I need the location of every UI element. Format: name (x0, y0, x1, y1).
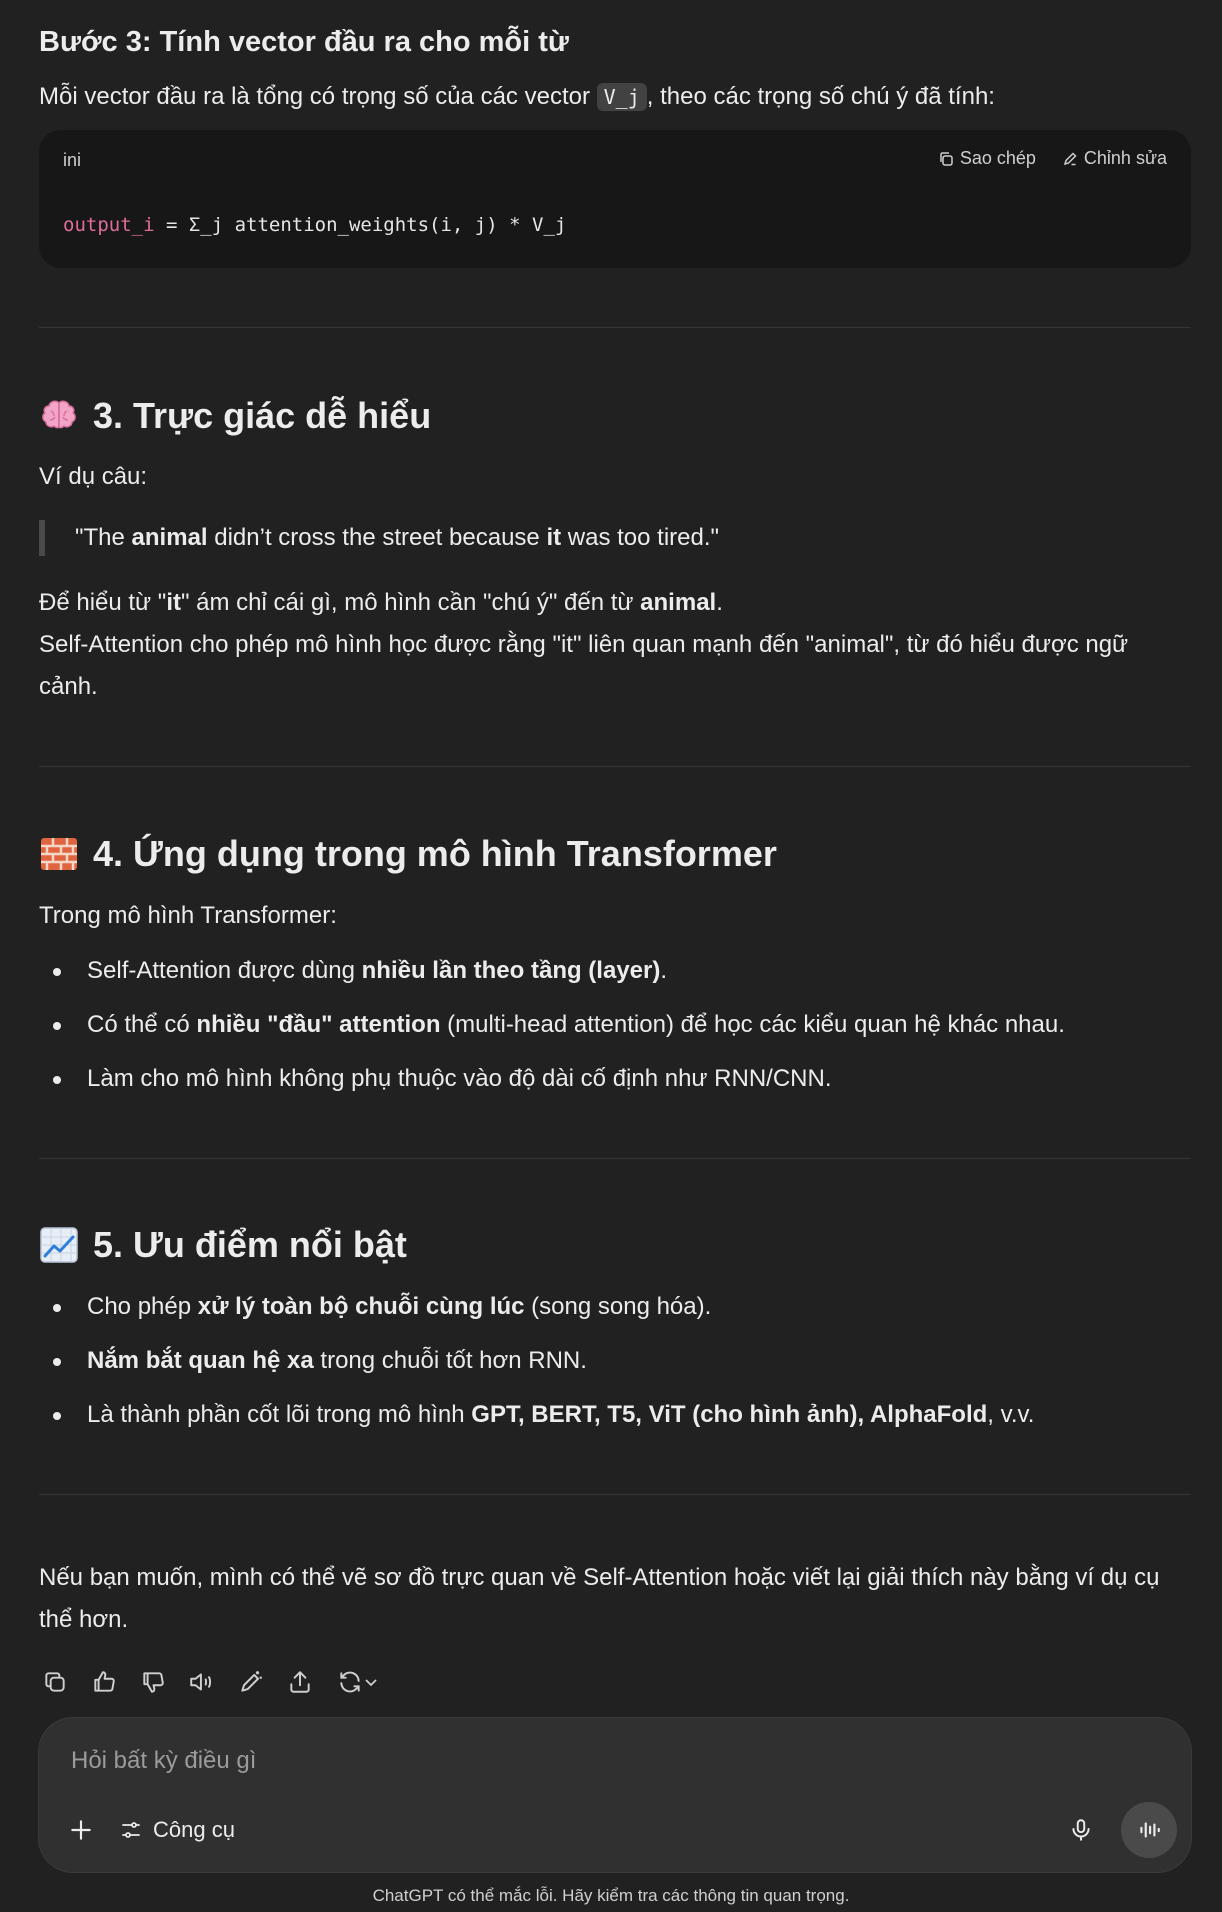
list-item (39, 998, 1191, 1052)
thumbs-down-button[interactable] (137, 1666, 169, 1698)
inline-code-vj: V_j (597, 83, 647, 111)
section3-title-text: 3. Trực giác dễ hiểu (93, 395, 432, 436)
text: Là thành phần cốt lõi trong mô hình (87, 1401, 472, 1428)
text: . (660, 957, 668, 984)
quote-text-2: didn’t cross the street because (207, 524, 547, 551)
quote-text: "The (75, 524, 132, 551)
text: Để hiểu từ " (39, 589, 167, 616)
chevron-down-icon (363, 1674, 379, 1690)
share-icon (287, 1669, 313, 1695)
thumbs-up-icon (91, 1669, 117, 1695)
quote-text-3: was too tired." (561, 524, 720, 551)
edit-in-canvas-button[interactable] (235, 1666, 267, 1698)
edit-code-button[interactable] (1062, 148, 1167, 169)
thumbs-up-button[interactable] (88, 1666, 120, 1698)
list-item (39, 944, 1191, 998)
text: Có thể có (87, 1011, 197, 1038)
composer (39, 1718, 1191, 1872)
text: (multi-head attention) để học các kiểu quan hệ khác nhau. (440, 1011, 1065, 1038)
closing-paragraph: Nếu bạn muốn, mình có thể vẽ sơ đồ trực quan về Self-Attention hoặc viết lại giải thích này bằng ví dụ cụ thể hơn. (39, 1564, 1160, 1633)
section5-list (39, 1280, 1191, 1442)
bold-text: nhiều lần theo tầng (layer) (361, 957, 661, 984)
share-button[interactable] (284, 1666, 316, 1698)
disclaimer-footer: ChatGPT có thể mắc lỗi. Hãy kiểm tra các thông tin quan trọng. (372, 1886, 850, 1905)
copy-message-button[interactable] (39, 1666, 71, 1698)
tools-button[interactable] (119, 1810, 235, 1850)
bold-text: GPT, BERT, T5, ViT (cho hình ảnh), AlphaFold (471, 1401, 988, 1428)
bold-text: Nắm bắt quan hệ xa (87, 1347, 314, 1374)
text: (song song hóa). (524, 1293, 712, 1320)
voice-mode-button[interactable] (1121, 1802, 1177, 1858)
list-item (39, 1388, 1191, 1442)
plus-icon (68, 1817, 94, 1843)
magic-pencil-icon (238, 1669, 264, 1695)
section4-title-text: 4. Ứng dụng trong mô hình Transformer (93, 833, 777, 874)
refresh-icon (337, 1669, 363, 1695)
code-expression: = Σ_j attention_weights(i, j) * V_j (154, 214, 567, 236)
prompt-input[interactable] (69, 1740, 1073, 1782)
bold-text: nhiều "đầu" attention (196, 1011, 441, 1038)
copy-icon (42, 1669, 68, 1695)
text: Self-Attention cho phép mô hình học được rằng "it" liên quan mạnh đến "animal", từ đó hiểu được ngữ cảnh. (39, 631, 1129, 700)
section3-intro: Ví dụ câu: (39, 463, 148, 490)
thumbs-down-icon (140, 1669, 166, 1695)
code-variable: output_i (63, 214, 155, 236)
section4-heading (39, 829, 777, 879)
text: trong chuỗi tốt hơn RNN. (313, 1347, 587, 1374)
brain-icon (39, 396, 79, 436)
brick-icon (39, 834, 79, 874)
regenerate-button[interactable] (333, 1666, 383, 1698)
quote-bold-animal: animal (131, 524, 208, 551)
pencil-icon (1062, 151, 1078, 167)
sliders-icon (119, 1818, 143, 1842)
quote-bold-it: it (546, 524, 562, 551)
bold-it: it (166, 589, 181, 616)
divider (39, 1158, 1191, 1159)
edit-code-label: Chỉnh sửa (1083, 148, 1167, 168)
list-item (39, 1334, 1191, 1388)
add-attachment-button[interactable] (61, 1810, 101, 1850)
waveform-icon (1136, 1817, 1162, 1843)
chart-increasing-icon (39, 1225, 79, 1265)
list-item (39, 1280, 1191, 1334)
copy-icon (938, 151, 954, 167)
step3-desc-text: Mỗi vector đầu ra là tổng có trọng số của các vector (39, 83, 597, 110)
message-actions (39, 1666, 383, 1698)
text: Self-Attention được dùng (87, 957, 362, 984)
dictate-button[interactable] (1061, 1810, 1101, 1850)
copy-code-label: Sao chép (959, 148, 1036, 168)
read-aloud-button[interactable] (186, 1666, 218, 1698)
bold-animal: animal (640, 589, 717, 616)
copy-code-button[interactable] (938, 148, 1036, 169)
speaker-icon (188, 1669, 216, 1695)
section3-paragraph (39, 582, 1191, 708)
code-actions (938, 148, 1167, 169)
text: Làm cho mô hình không phụ thuộc vào độ dài cố định như RNN/CNN. (87, 1065, 832, 1092)
section3-heading (39, 391, 431, 441)
bold-text: xử lý toàn bộ chuỗi cùng lúc (197, 1293, 525, 1320)
step3-description (39, 76, 1191, 118)
microphone-icon (1068, 1817, 1094, 1843)
tools-label: Công cụ (153, 1817, 235, 1842)
divider (39, 766, 1191, 767)
section4-list (39, 944, 1191, 1106)
list-item (39, 1052, 1191, 1106)
text: Cho phép (87, 1293, 198, 1320)
text: . (716, 589, 723, 616)
divider (39, 327, 1191, 328)
text: " ám chỉ cái gì, mô hình cần "chú ý" đến từ (180, 589, 641, 616)
section5-title-text: 5. Ưu điểm nổi bật (93, 1224, 407, 1265)
code-block (39, 130, 1191, 268)
section5-heading (39, 1220, 407, 1270)
step3-desc-text-after: , theo các trọng số chú ý đã tính: (646, 83, 995, 110)
code-language-label: ini (63, 150, 82, 170)
divider (39, 1494, 1191, 1495)
text: , v.v. (987, 1401, 1035, 1428)
step3-heading: Bước 3: Tính vector đầu ra cho mỗi từ (39, 26, 569, 58)
section4-intro: Trong mô hình Transformer: (39, 902, 337, 929)
code-line (63, 214, 566, 236)
blockquote (39, 520, 719, 556)
